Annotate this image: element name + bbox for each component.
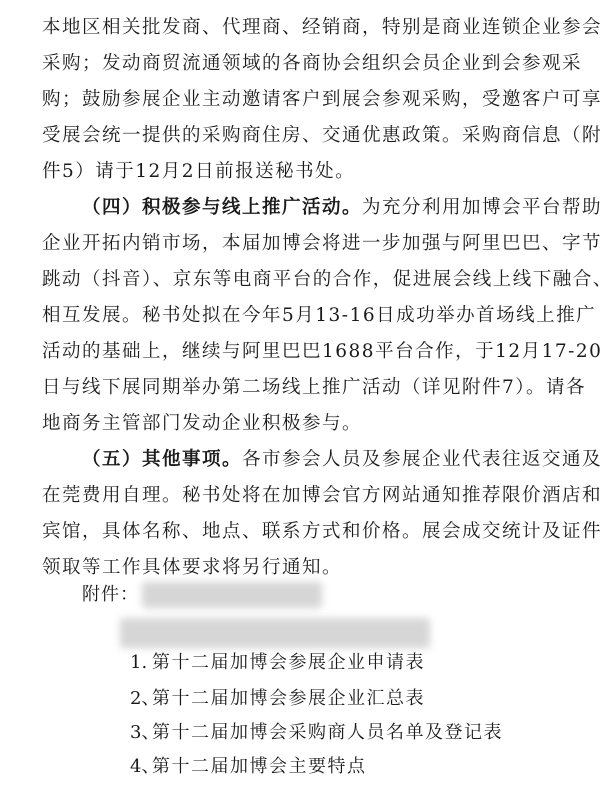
section-five-heading: （五）其他事项。 <box>82 449 243 470</box>
attachment-title: 第十二届加博会参展企业申请表 <box>152 652 425 673</box>
section-four-first-line-text: 为充分利用加博会平台帮助 <box>362 197 603 218</box>
redacted-block <box>142 582 322 608</box>
attachment-number: 4、 <box>130 756 160 777</box>
attachment-item <box>130 684 425 714</box>
attachments-label: 附件： <box>82 584 139 605</box>
body-line: 地商务主管部门发动企业积极参与。 <box>42 413 363 434</box>
attachment-title: 第十二届加博会参展企业汇总表 <box>152 688 425 709</box>
attachment-item <box>130 648 425 678</box>
attachment-number: 1. <box>130 652 148 673</box>
body-line: 领取等工作具体要求将另行通知。 <box>42 557 343 578</box>
body-line: 受展会统一提供的采购商住房、交通优惠政策。采购商信息（附 <box>42 125 603 146</box>
body-line: 日与线下展同期举办第二场线上推广活动（详见附件7）。请各 <box>42 377 587 398</box>
body-line: 相互发展。秘书处拟在今年5月13-16日成功举办首场线上推广 <box>42 305 597 326</box>
attachment-number: 2、 <box>130 688 160 709</box>
attachment-title: 第十二届加博会采购商人员名单及登记表 <box>152 722 503 743</box>
body-line: 本地区相关批发商、代理商、经销商，特别是商业连锁企业参会 <box>42 17 603 38</box>
section-five-first-line <box>82 445 602 475</box>
section-four-first-line <box>82 193 602 223</box>
redacted-block <box>120 618 430 648</box>
attachment-title: 第十二届加博会主要特点 <box>152 756 367 777</box>
section-five-first-line-text: 各市参会人员及参展企业代表往返交通及 <box>242 449 603 470</box>
body-line: 宾馆，具体名称、地点、联系方式和价格。展会成交统计及证件 <box>42 521 603 542</box>
attachment-item <box>130 752 367 782</box>
attachment-number: 3、 <box>130 722 160 743</box>
body-line: 企业开拓内销市场，本届加博会将进一步加强与阿里巴巴、字节 <box>42 233 603 254</box>
body-line: 在莞费用自理。秘书处将在加博会官方网站通知推荐限价酒店和 <box>42 485 603 506</box>
body-line: 购；鼓励参展企业主动邀请客户到展会参观采购，受邀客户可享 <box>42 89 603 110</box>
attachment-item <box>130 718 503 748</box>
body-line: 件5）请于12月2日前报送秘书处。 <box>42 161 356 182</box>
body-line: 活动的基础上，继续与阿里巴巴1688平台合作，于12月17-20 <box>42 341 603 362</box>
body-line: 采购；发动商贸流通领域的各商协会组织会员企业到会参观采 <box>42 53 583 74</box>
section-four-heading: （四）积极参与线上推广活动。 <box>82 197 363 218</box>
body-line: 跳动（抖音）、京东等电商平台的合作，促进展会线上线下融合、 <box>42 269 613 290</box>
